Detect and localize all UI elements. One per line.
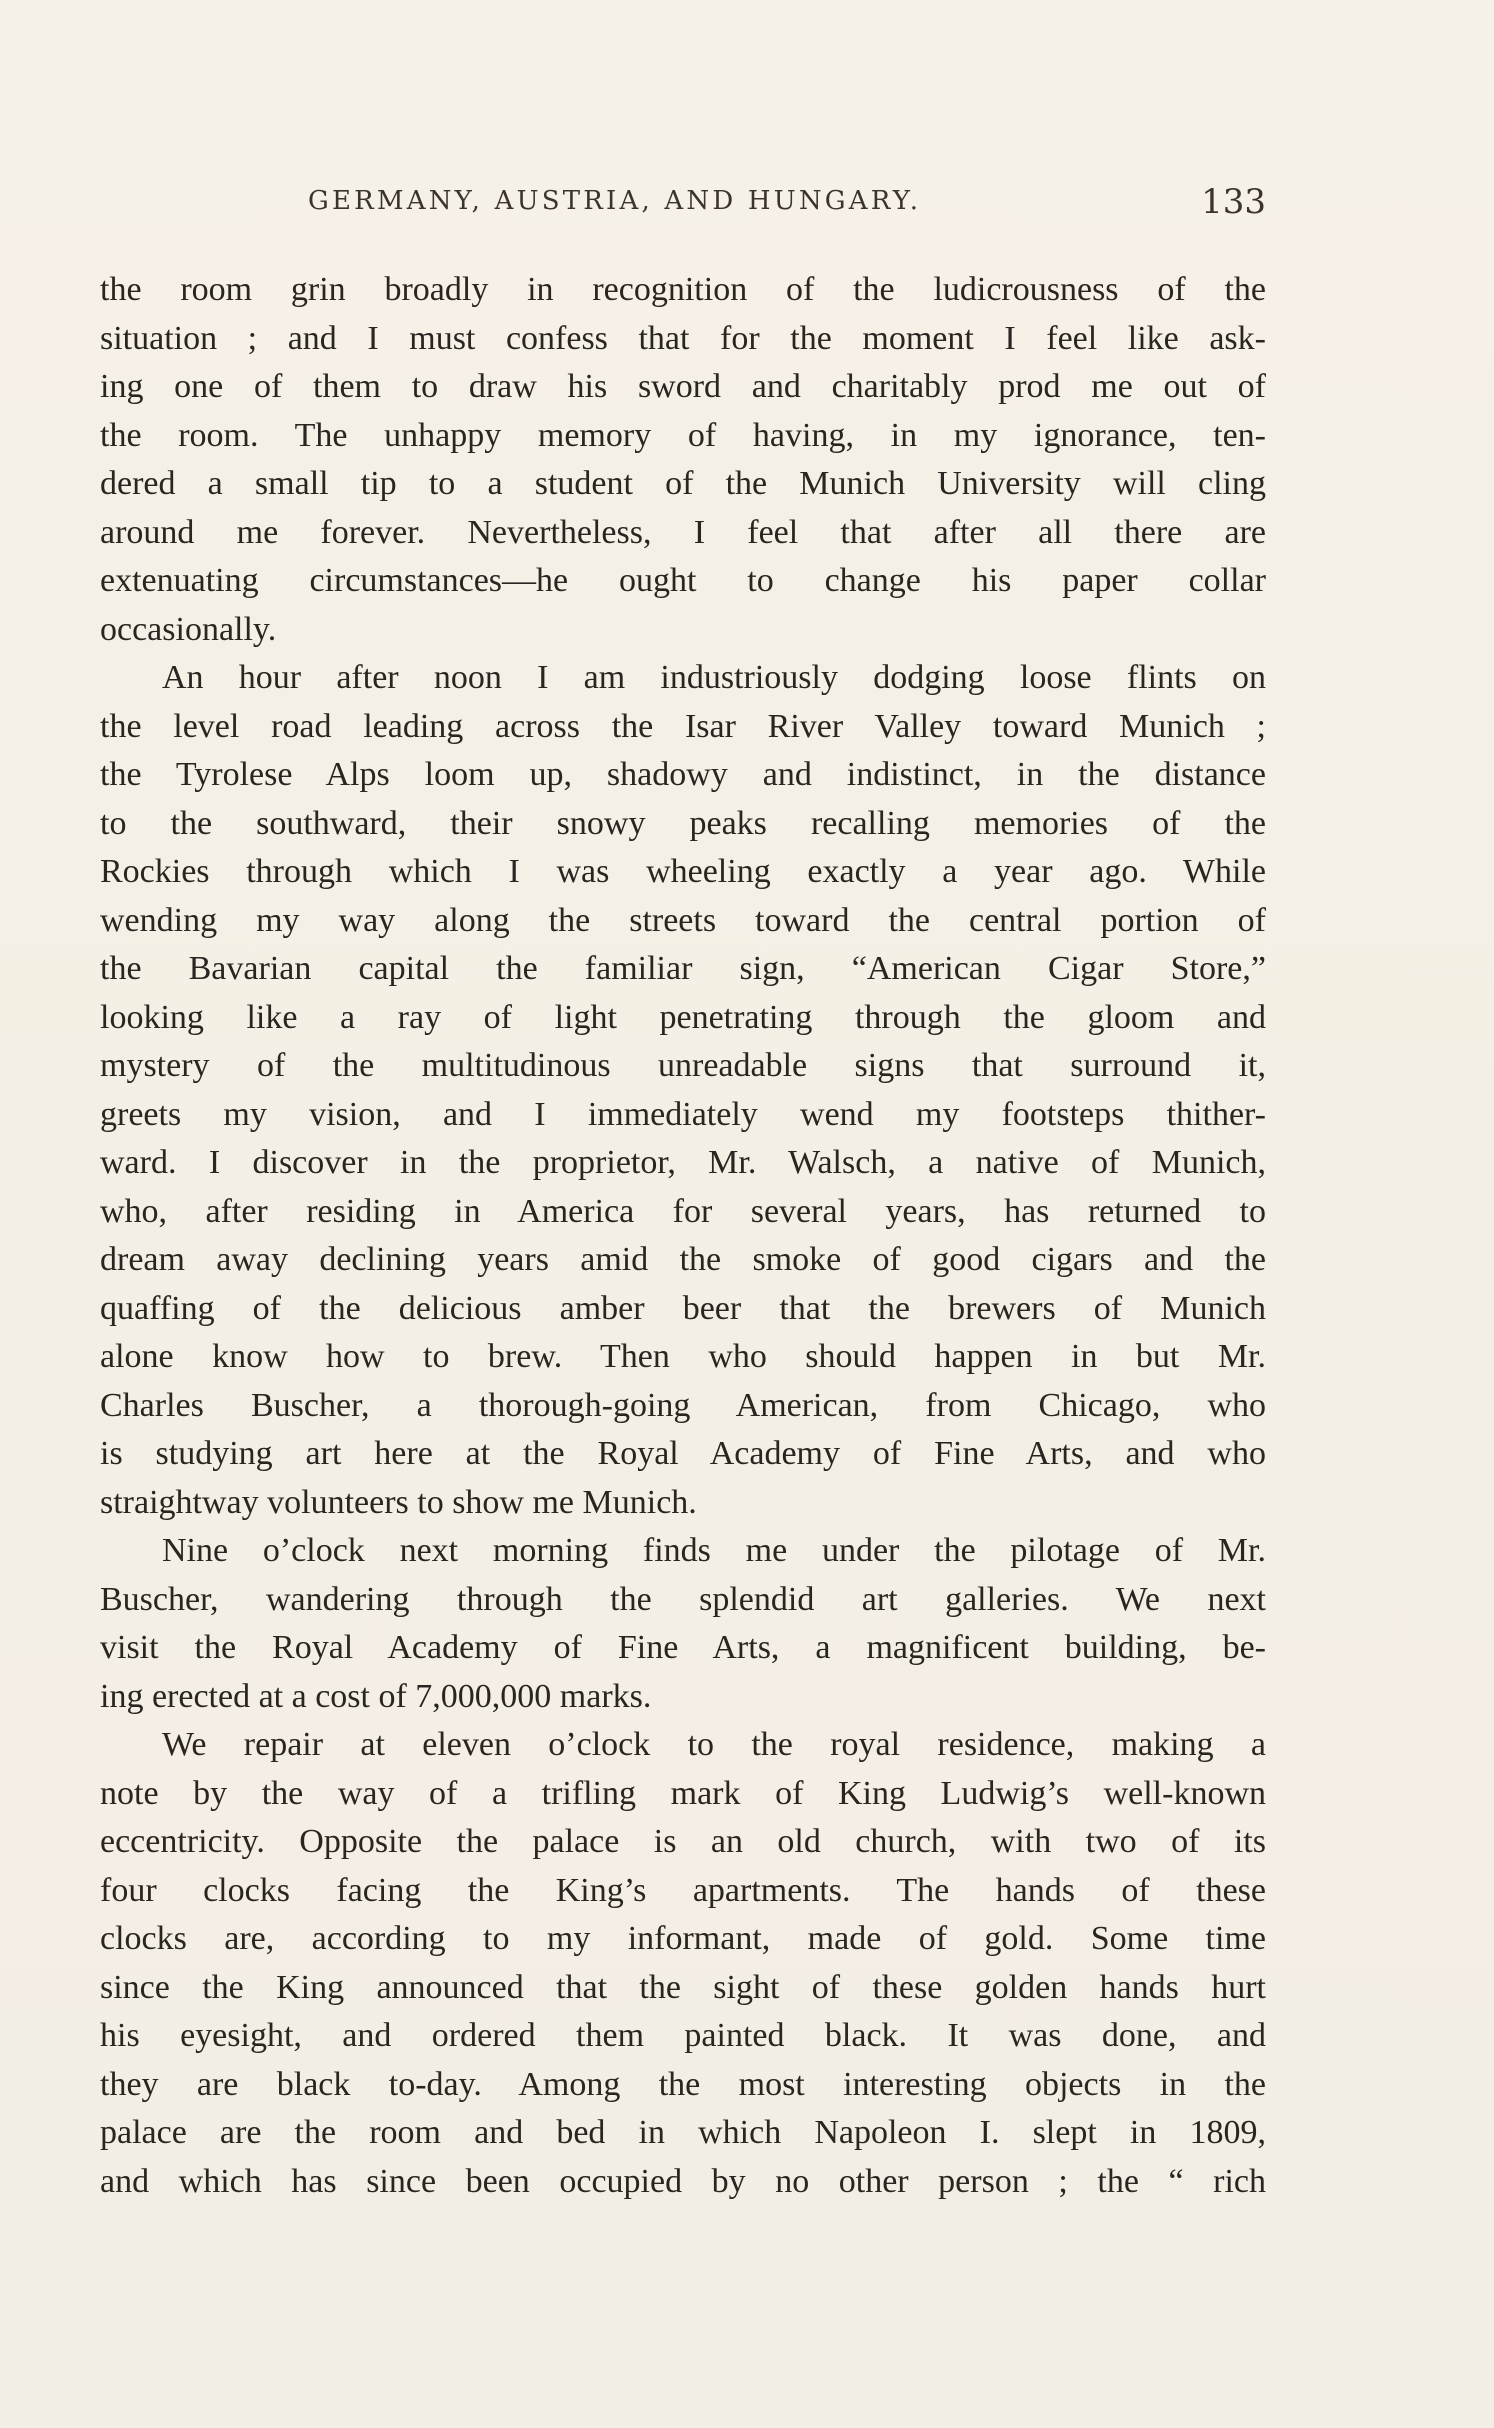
text-line: We repair at eleven o’clock to the royal residence, making a	[162, 1726, 1266, 1763]
text-line: around me forever. Nevertheless, I feel that after all there are	[100, 513, 1266, 551]
text-line: ing one of them to draw his sword and charitably prod me out of	[100, 368, 1266, 405]
text-line: the room grin broadly in recognition of the ludicrousness of the	[100, 271, 1266, 308]
text-line: Nine o’clock next morning finds me under the pilotage of Mr.	[162, 1532, 1266, 1569]
text-line: occasionally.	[100, 610, 277, 648]
text-line: since the King announced that the sight of these golden hands hurt	[100, 1968, 1266, 2006]
body-text	[100, 266, 1266, 2206]
text-line: ing erected at a cost of 7,000,000 marks.	[100, 1677, 652, 1715]
text-line: alone know how to brew. Then who should happen in but Mr.	[100, 1338, 1266, 1375]
text-line: visit the Royal Academy of Fine Arts, a magnificent building, be-	[100, 1629, 1266, 1666]
text-line: ward. I discover in the proprietor, Mr. Walsch, a native of Munich,	[100, 1144, 1266, 1181]
text-line: looking like a ray of light penetrating through the gloom and	[100, 998, 1266, 1036]
running-head	[100, 182, 1266, 232]
paragraph	[100, 266, 1266, 654]
text-line: dream away declining years amid the smoke of good cigars and the	[100, 1241, 1266, 1278]
text-line: clocks are, according to my informant, made of gold. Some time	[100, 1920, 1266, 1957]
text-line: is studying art here at the Royal Academy of Fine Arts, and who	[100, 1435, 1266, 1472]
text-line: dered a small tip to a student of the Munich University will cling	[100, 465, 1266, 502]
text-line: mystery of the multitudinous unreadable signs that surround it,	[100, 1047, 1266, 1084]
text-line: his eyesight, and ordered them painted black. It was done, and	[100, 2017, 1266, 2054]
text-line: who, after residing in America for several years, has returned to	[100, 1192, 1266, 1230]
text-line: wending my way along the streets toward the central portion of	[100, 901, 1266, 939]
text-line: Buscher, wandering through the splendid art galleries. We next	[100, 1580, 1266, 1618]
text-line: to the southward, their snowy peaks recalling memories of the	[100, 804, 1266, 842]
text-line: palace are the room and bed in which Napoleon I. slept in 1809,	[100, 2114, 1266, 2151]
running-title: GERMANY, AUSTRIA, AND HUNGARY.	[308, 186, 922, 216]
text-line: Charles Buscher, a thorough-going American, from Chicago, who	[100, 1386, 1266, 1424]
text-line: the Bavarian capital the familiar sign, “American Cigar Store,”	[100, 950, 1266, 987]
text-line: quaffing of the delicious amber beer that the brewers of Munich	[100, 1289, 1266, 1327]
text-line: they are black to-day. Among the most interesting objects in the	[100, 2065, 1266, 2103]
text-line: Rockies through which I was wheeling exactly a year ago. While	[100, 853, 1266, 890]
paragraph	[100, 654, 1266, 1527]
text-line: straightway volunteers to show me Munich.	[100, 1483, 697, 1521]
text-line: and which has since been occupied by no other person ; the “ rich	[100, 2162, 1266, 2200]
text-line: An hour after noon I am industriously dodging loose flints on	[162, 659, 1266, 696]
paragraph	[100, 1721, 1266, 2206]
text-line: situation ; and I must confess that for the moment I feel like ask-	[100, 319, 1266, 357]
text-line: eccentricity. Opposite the palace is an old church, with two of its	[100, 1823, 1266, 1860]
text-line: four clocks facing the King’s apartments. The hands of these	[100, 1871, 1266, 1909]
text-line: the level road leading across the Isar River Valley toward Munich ;	[100, 707, 1266, 745]
text-line: note by the way of a trifling mark of King Ludwig’s well-known	[100, 1774, 1266, 1812]
text-line: extenuating circumstances—he ought to change his paper collar	[100, 562, 1266, 599]
text-line: the room. The unhappy memory of having, in my ignorance, ten-	[100, 416, 1266, 454]
text-line: the Tyrolese Alps loom up, shadowy and indistinct, in the distance	[100, 756, 1266, 793]
text-line: greets my vision, and I immediately wend my footsteps thither-	[100, 1095, 1266, 1133]
page-number: 133	[1201, 182, 1266, 222]
paragraph	[100, 1527, 1266, 1721]
